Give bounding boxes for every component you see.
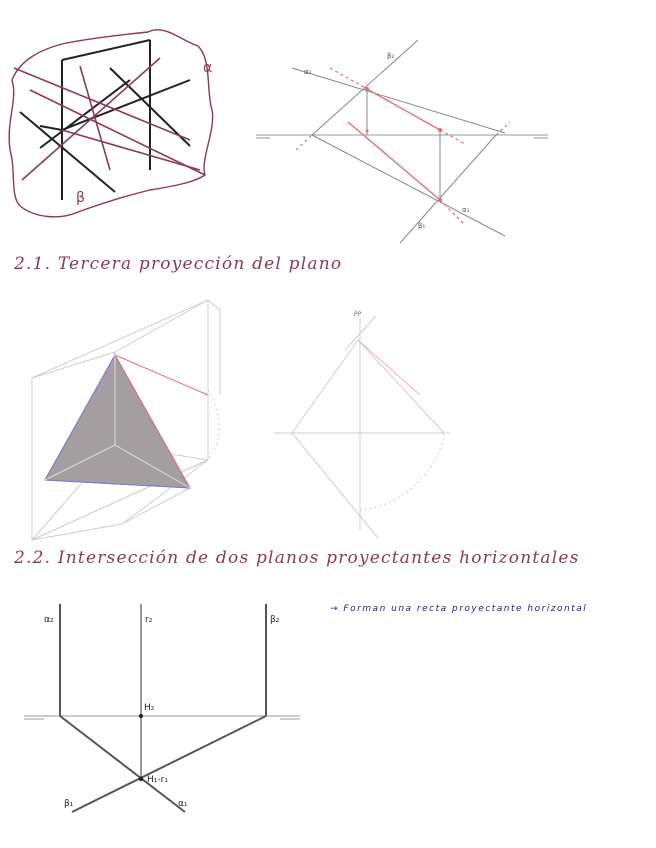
- label-h1-r1: H₁-r₁: [147, 775, 168, 785]
- label-alpha2: α₂: [44, 615, 54, 625]
- sketch-beta-label: β: [76, 190, 85, 206]
- sketch-alpha-label: α: [203, 60, 213, 76]
- top-alpha2-label: α₂: [304, 68, 312, 76]
- profile-plane-label: PP: [354, 311, 362, 318]
- note-forman-recta: → Forman una recta proyectante horizontal: [330, 604, 588, 614]
- label-beta1: β₁: [64, 799, 74, 809]
- point-h1-r1: [139, 777, 143, 781]
- section-heading-2-1: 2.1. Tercera proyección del plano: [14, 254, 343, 274]
- top-beta1-label: β₁: [418, 222, 426, 230]
- top-beta2-label: β₂: [387, 52, 395, 60]
- label-beta2: β₂: [270, 615, 280, 625]
- section-heading-2-2: 2.2. Intersección de dos planos proyectantes horizontales: [14, 548, 580, 568]
- label-alpha1: α₁: [178, 799, 188, 809]
- label-h2: H₂: [144, 703, 155, 713]
- label-r2: r₂: [145, 615, 153, 625]
- top-alpha1-label: α₁: [462, 206, 470, 214]
- point-h2: [139, 714, 143, 718]
